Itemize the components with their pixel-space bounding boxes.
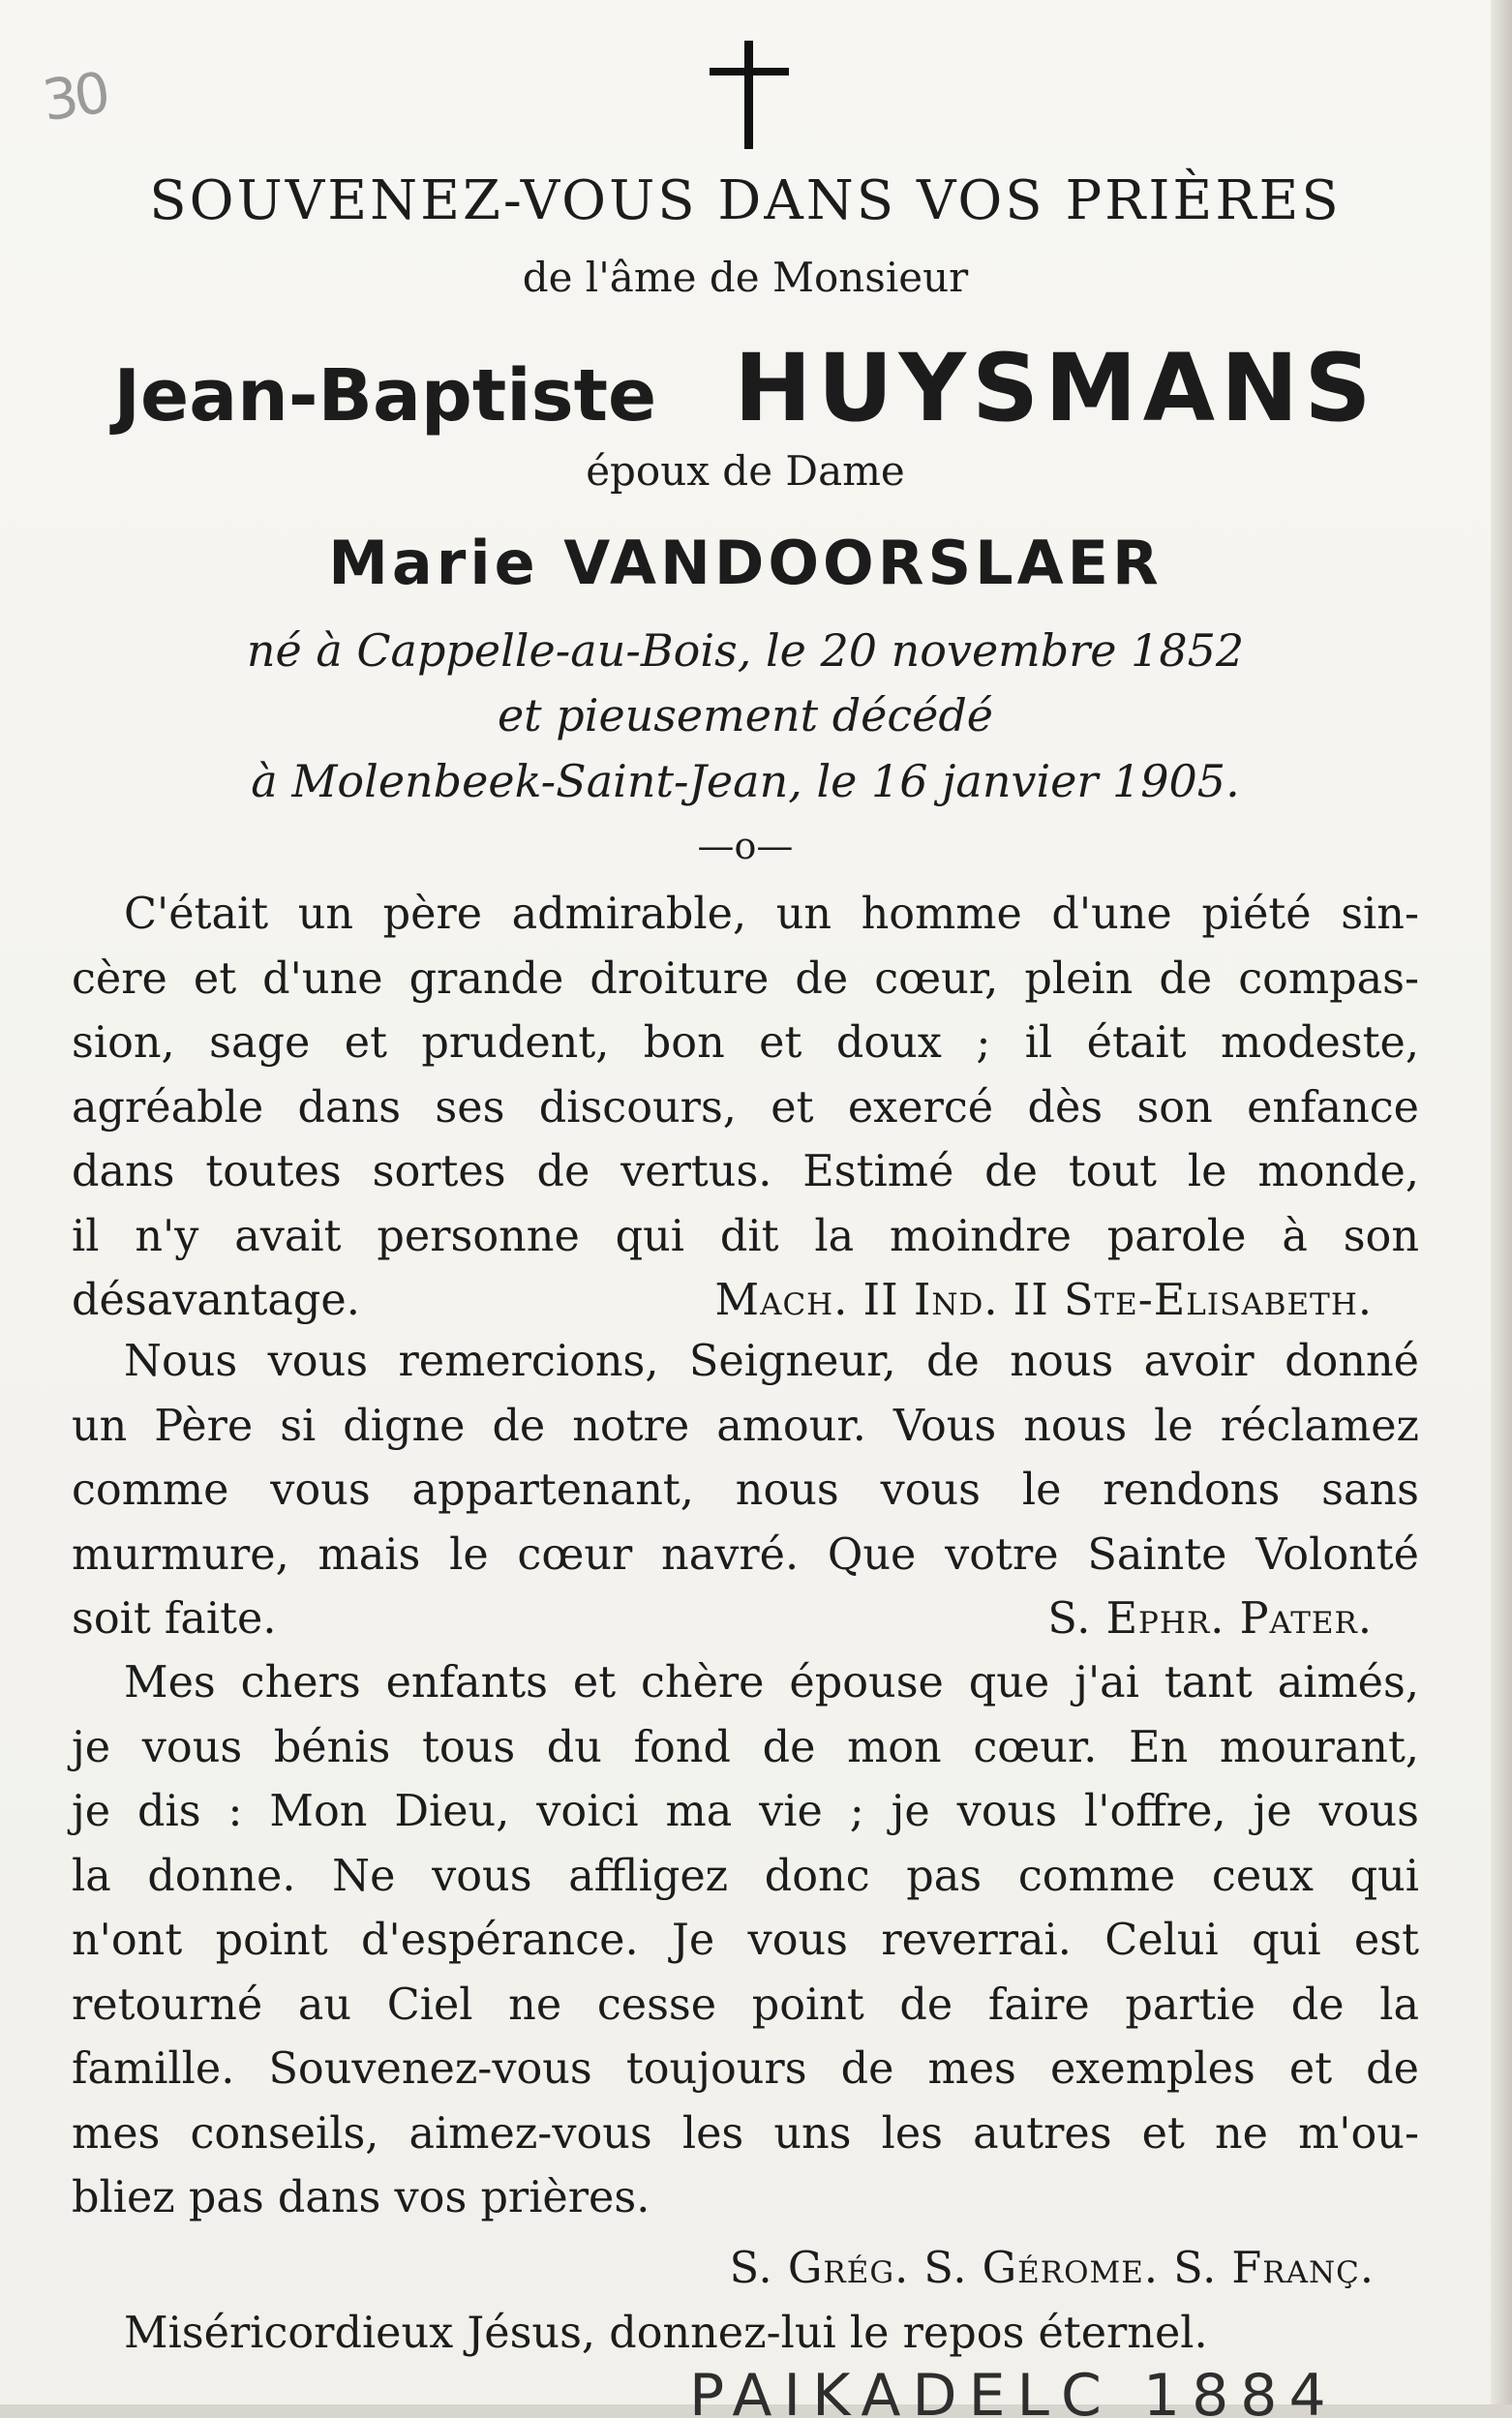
cross-icon	[710, 41, 789, 149]
spouse-name: Marie VANDOORSLAER	[328, 528, 1163, 598]
text-line: retourné au Ciel ne cesse point de faire partie de la	[72, 1980, 1419, 2030]
text-line: il n'y avait personne qui dit la moindre parole à son	[72, 1211, 1419, 1261]
text-line-with-reference	[72, 1269, 1419, 1334]
scripture-reference: S. Ephr. Pater.	[1047, 1594, 1373, 1644]
deceased-first-names: Jean-Baptiste	[113, 354, 657, 438]
text-line: cère et d'une grande droiture de cœur, plein de compas-	[72, 953, 1419, 1004]
deceased-name	[58, 334, 1433, 442]
text-line: agréable dans ses discours, et exercé dès son enfance	[72, 1082, 1419, 1133]
paragraph-virtues	[72, 883, 1419, 1334]
spouse-intro: époux de Dame	[586, 447, 905, 495]
scripture-reference: Mach. II Ind. II Ste-Elisabeth.	[714, 1276, 1373, 1325]
text-line: mes conseils, aimez-vous les uns les autres et ne m'ou-	[72, 2108, 1419, 2159]
archive-handwritten-mark: PAIKADELC 1884	[689, 2362, 1338, 2418]
text-line: Mes chers enfants et chère épouse que j'ai tant aimés,	[124, 1658, 1419, 1708]
death-details: à Molenbeek-Saint-Jean, le 16 janvier 1905.	[251, 755, 1240, 807]
text-line: C'était un père admirable, un homme d'une piété sin-	[124, 890, 1419, 939]
text-line-with-reference	[72, 1587, 1419, 1652]
text-line-end: soit faite.	[72, 1594, 277, 1644]
birth-details: né à Cappelle-au-Bois, le 20 novembre 1852	[246, 624, 1245, 677]
death-intro: et pieusement décédé	[497, 689, 994, 741]
text-line: je vous bénis tous du fond de mon cœur. En mourant,	[72, 1722, 1419, 1772]
pencil-annotation: 30	[38, 59, 111, 135]
text-line: comme vous appartenant, nous vous le rendons sans	[72, 1466, 1419, 1515]
text-line: famille. Souvenez-vous toujours de mes exemples et de	[72, 2044, 1419, 2094]
text-line: la donne. Ne vous affligez donc pas comme ceux qui	[72, 1851, 1419, 1901]
text-line: dans toutes sortes de vertus. Estimé de tout le monde,	[72, 1147, 1419, 1196]
heading-title: SOUVENEZ-VOUS DANS VOS PRIÈRES	[149, 169, 1342, 232]
card-edge-shadow	[1491, 0, 1512, 2418]
paragraph-thanks	[72, 1330, 1419, 1652]
separator: —o—	[697, 825, 794, 867]
text-line: Nous vous remercions, Seigneur, de nous avoir donné	[124, 1337, 1419, 1386]
text-line-end: désavantage.	[72, 1276, 360, 1325]
text-line: bliez pas dans vos prières.	[72, 2173, 650, 2222]
deceased-surname: HUYSMANS	[734, 334, 1377, 442]
heading-intro: de l'âme de Monsieur	[522, 254, 969, 301]
text-line: n'ont point d'espérance. Je vous reverrai. Celui qui est	[72, 1916, 1419, 1965]
text-line: je dis : Mon Dieu, voici ma vie ; je vous l'offre, je vous	[72, 1787, 1419, 1836]
text-line: sion, sage et prudent, bon et doux ; il était modeste,	[72, 1018, 1419, 1068]
final-prayer: Miséricordieux Jésus, donnez-lui le repos éternel.	[124, 2309, 1208, 2358]
text-line: murmure, mais le cœur navré. Que votre Sainte Volonté	[72, 1529, 1419, 1580]
text-line: un Père si digne de notre amour. Vous nous le réclamez	[72, 1401, 1419, 1451]
saints-reference: S. Grég. S. Gérome. S. Franç.	[729, 2244, 1375, 2293]
paragraph-farewell	[72, 1651, 1419, 2231]
